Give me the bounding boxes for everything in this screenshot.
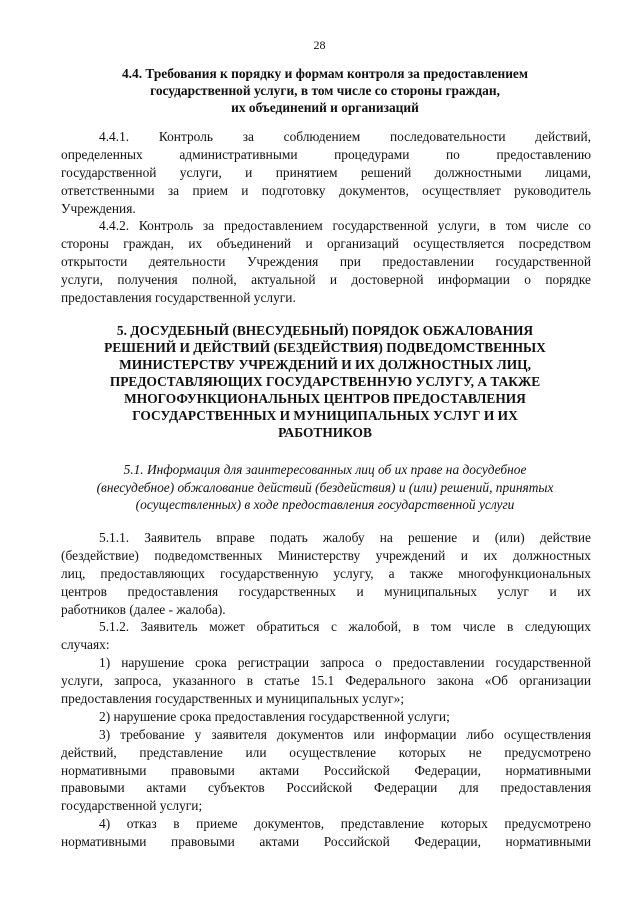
page-number: 28: [313, 38, 326, 52]
heading-line: МИНИСТЕРСТВУ УЧРЕЖДЕНИЙ И ИХ ДОЛЖНОСТНЫХ ЛИЦ,: [119, 357, 531, 372]
text-line: услуги, получения полной, актуальной и достоверной информации о порядке: [61, 272, 591, 288]
heading-line: 5. ДОСУДЕБНЫЙ (ВНЕСУДЕБНЫЙ) ПОРЯДОК ОБЖАЛОВАНИЯ: [116, 323, 534, 338]
text-line: 5.1.1. Заявитель вправе подать жалобу на решение и (или) действие: [99, 530, 591, 545]
text-line: 1) нарушение срока регистрации запроса о предоставлении государственной: [99, 655, 591, 671]
text-line: предоставления государственных и муниципальных услуг»;: [61, 691, 405, 707]
heading-line: МНОГОФУНКЦИОНАЛЬНЫХ ЦЕНТРОВ ПРЕДОСТАВЛЕНИЯ: [124, 391, 526, 406]
text-line: стороны граждан, их объединений и организаций осуществляется посредством: [61, 236, 591, 252]
text-line: открытости деятельности Учреждения при предоставлении государственной: [61, 254, 591, 270]
text-line: 3) требование у заявителя документов или информации либо осуществления: [99, 726, 591, 742]
text-line: 5.1.2. Заявитель может обратиться с жалобой, в том числе в следующих: [99, 619, 591, 635]
text-line: работников (далее - жалоба).: [61, 601, 226, 617]
section-4-4-heading: [60, 65, 590, 116]
text-line: ответственными за прием и подготовку документов, осуществляет руководитель: [61, 182, 591, 198]
heading-line: 5.1. Информация для заинтересованных лиц об их праве на досудебное: [123, 462, 527, 477]
text-line: случаях:: [61, 637, 110, 653]
text-line: Учреждения.: [61, 200, 136, 216]
heading-line: 4.4. Требования к порядку и формам контроля за предоставлением: [121, 66, 528, 81]
heading-line: их объединений и организаций: [231, 100, 419, 115]
text-line: центров предоставления государственных и муниципальных услуг и их: [61, 583, 591, 599]
text-line: государственной услуги, и принятием решений должностными лицами,: [61, 164, 591, 180]
text-line: определенных административными процедурами по предоставлению: [61, 146, 591, 162]
text-line: нормативными правовыми актами Российской Федерации, нормативными: [61, 834, 591, 850]
text-line: 4) отказ в приеме документов, представление которых предусмотрено: [99, 816, 591, 832]
heading-line: ПРЕДОСТАВЛЯЮЩИХ ГОСУДАРСТВЕННУЮ УСЛУГУ, А ТАКЖЕ: [109, 374, 541, 389]
heading-line: (внесудебное) обжалование действий (бездействия) и (или) решений, принятых: [96, 479, 554, 495]
text-line: (бездействие) подведомственных Министерству учреждений и их должностных: [61, 547, 591, 563]
heading-line: государственной услуги, в том числе со стороны граждан,: [150, 83, 500, 98]
section-5-1-body: [61, 529, 591, 851]
section-5-heading: [60, 322, 590, 441]
text-line: государственной услуги;: [61, 798, 203, 814]
text-line: 2) нарушение срока предоставления государственной услуги;: [99, 708, 450, 724]
heading-line: (осуществленных) в ходе предоставления государственной услуги: [135, 497, 515, 512]
text-line: 4.4.2. Контроль за предоставлением государственной услуги, в том числе со: [99, 218, 591, 234]
text-line: действий, представление или осуществление которых не предусмотрено: [61, 744, 591, 760]
section-5-1-heading: [60, 461, 590, 514]
text-line: лиц, предоставляющих государственную услугу, а также многофункциональных: [61, 565, 591, 581]
heading-line: РАБОТНИКОВ: [278, 425, 372, 440]
text-line: услуги, запроса, указанного в статье 15.1 Федерального закона «Об организации: [61, 673, 591, 689]
section-4-4-body: [61, 128, 591, 307]
heading-line: РЕШЕНИЙ И ДЕЙСТВИЙ (БЕЗДЕЙСТВИЯ) ПОДВЕДОМСТВЕННЫХ: [104, 340, 546, 355]
text-line: нормативными правовыми актами Российской Федерации, нормативными: [61, 762, 591, 778]
text-line: правовыми актами субъектов Российской Федерации для предоставления: [61, 780, 591, 796]
text-line: предоставления государственной услуги.: [61, 290, 296, 306]
heading-line: ГОСУДАРСТВЕННЫХ И МУНИЦИПАЛЬНЫХ УСЛУГ И ИХ: [132, 408, 518, 423]
text-line: 4.4.1. Контроль за соблюдением последовательности действий,: [99, 129, 591, 144]
